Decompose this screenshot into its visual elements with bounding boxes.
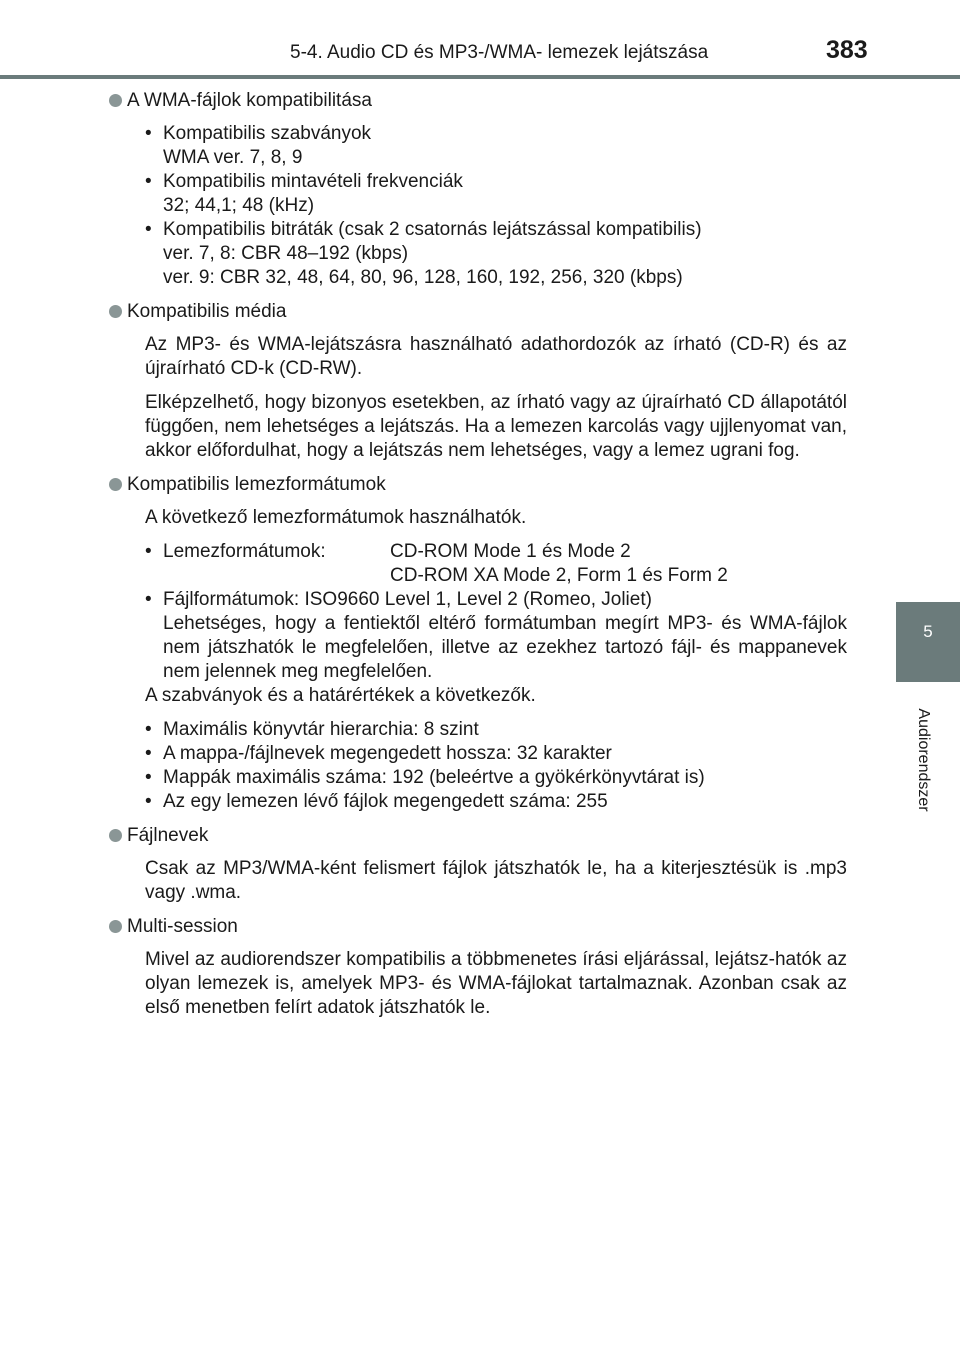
page-content	[127, 89, 847, 1030]
file-format-note: Lehetséges, hogy a fentiektől eltérő formátumban megírt MP3- és WMA-fájlok nem játszhatók le megfelelően, illetve az ezekhez tartozó fájl- és mappanevek nem jelennek meg megfelelően.	[163, 613, 847, 682]
disc-format-value: CD-ROM XA Mode 2, Form 1 és Form 2	[390, 565, 728, 586]
disc-format-row	[163, 540, 847, 588]
section-wma	[127, 89, 847, 290]
list-item	[145, 540, 847, 588]
section-formats	[127, 473, 847, 814]
bullet-circle-icon	[109, 94, 122, 107]
paragraph: Mivel az audiorendszer kompatibilis a többmenetes írási eljárással, lejátsz-hatók az olyan lemezek is, amelyek MP3- és WMA-fájlokat tartalmaznak. Azonban csak az első menetben felírt adatok játszhatók le.	[145, 949, 847, 1018]
section-title: A WMA-fájlok kompatibilitása	[127, 90, 372, 111]
header-divider	[0, 75, 960, 79]
chapter-label-text: Audiorendszer	[915, 708, 932, 812]
list-item: • A mappa-/fájlnevek megengedett hossza: 32 karakter	[145, 742, 847, 766]
chapter-tab	[896, 602, 960, 682]
section-title: Fájlnevek	[127, 825, 209, 846]
wma-list	[145, 122, 847, 290]
file-format-text: • Fájlformátumok: ISO9660 Level 1, Level 2 (Romeo, Joliet)	[163, 589, 652, 610]
section-title: Kompatibilis média	[127, 301, 287, 322]
section-multisession	[127, 915, 847, 1020]
section-title: Kompatibilis lemezformátumok	[127, 474, 386, 495]
list-item	[145, 588, 847, 684]
list-item-detail: 32; 44,1; 48 (kHz)	[163, 195, 315, 216]
section-heading	[109, 473, 847, 497]
section-heading	[109, 824, 847, 848]
paragraph: A szabványok és a határértékek a következők.	[145, 685, 536, 706]
bullet-circle-icon	[109, 829, 122, 842]
section-heading	[109, 915, 847, 939]
list-item	[145, 122, 847, 170]
disc-format-label: • Lemezformátumok:	[163, 541, 326, 562]
list-item-detail: ver. 7, 8: CBR 48–192 (kbps)	[163, 243, 409, 264]
section-heading	[109, 300, 847, 324]
limits-list	[145, 718, 847, 814]
bullet-circle-icon	[109, 478, 122, 491]
bullet-circle-icon	[109, 305, 122, 318]
disc-format-values	[390, 540, 847, 588]
bullet-circle-icon	[109, 920, 122, 933]
paragraph: A következő lemezformátumok használhatók.	[145, 507, 527, 528]
list-item-label: • Kompatibilis bitráták (csak 2 csatornás lejátszással kompatibilis)	[163, 219, 702, 240]
list-item-label: • Kompatibilis szabványok	[163, 123, 372, 144]
list-item-label: • Kompatibilis mintavételi frekvenciák	[163, 171, 463, 192]
chapter-number: 5	[923, 622, 933, 641]
list-item-detail: WMA ver. 7, 8, 9	[163, 147, 303, 168]
list-item	[145, 218, 847, 290]
list-item: • Maximális könyvtár hierarchia: 8 szint	[145, 718, 847, 742]
section-title: Multi-session	[127, 916, 238, 937]
list-item: • Az egy lemezen lévő fájlok megengedett száma: 255	[145, 790, 847, 814]
section-filenames	[127, 824, 847, 905]
paragraph: Az MP3- és WMA-lejátszásra használható adathordozók az írható (CD-R) és az újraírható CD-k (CD-RW).	[145, 334, 847, 379]
section-heading	[109, 89, 847, 113]
page-number: 383	[826, 36, 868, 64]
list-item-detail: ver. 9: CBR 32, 48, 64, 80, 96, 128, 160, 192, 256, 320 (kbps)	[163, 267, 683, 288]
section-media	[127, 300, 847, 463]
list-item: • Mappák maximális száma: 192 (beleértve a gyökérkönyvtárat is)	[145, 766, 847, 790]
page-header-title: 5-4. Audio CD és MP3-/WMA- lemezek lejátszása	[290, 42, 709, 63]
paragraph: Elképzelhető, hogy bizonyos esetekben, az írható vagy az újraírható CD állapotától függően, nem lehetséges a lejátszás. Ha a lemezen karcolás vagy ujjlenyomat van, akkor előfordulhat, hogy a lejátszás nem lehetséges, vagy a lemez ugrani fog.	[145, 392, 847, 461]
chapter-label	[883, 690, 960, 830]
paragraph: Csak az MP3/WMA-ként felismert fájlok játszhatók le, ha a kiterjesztésük is .mp3 vagy .wma.	[145, 858, 847, 903]
formats-list	[145, 540, 847, 684]
disc-format-value: CD-ROM Mode 1 és Mode 2	[390, 541, 631, 562]
list-item	[145, 170, 847, 218]
